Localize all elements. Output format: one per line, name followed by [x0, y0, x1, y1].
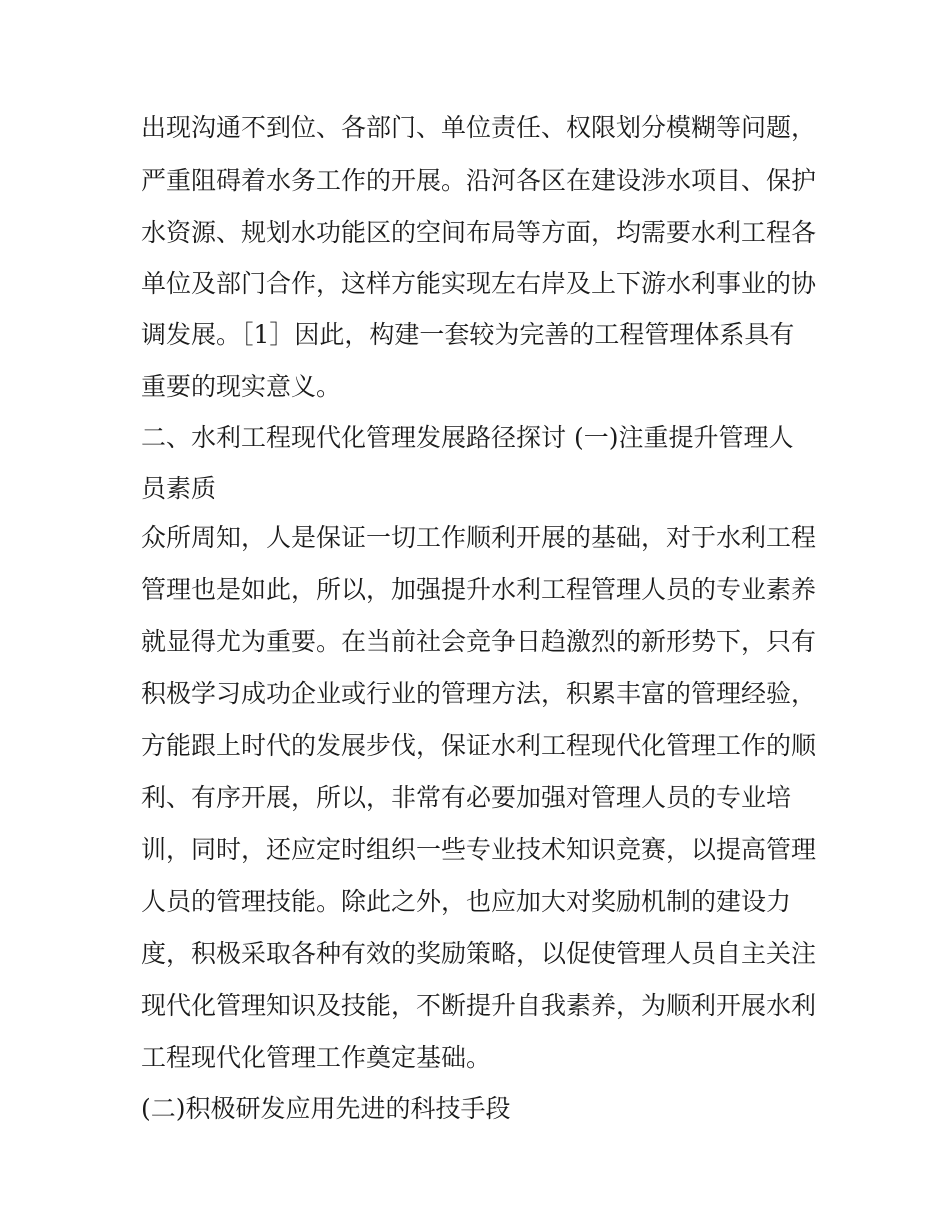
paragraph-line: 就显得尤为重要。在当前社会竞争日趋激烈的新形势下，只有: [141, 627, 817, 656]
paragraph-line: 人员的管理技能。除此之外，也应加大对奖励机制的建设力: [141, 887, 792, 916]
paragraph-line: 积极学习成功企业或行业的管理方法，积累丰富的管理经验，: [141, 679, 817, 708]
paragraph-line: 度，积极采取各种有效的奖励策略，以促使管理人员自主关注: [141, 939, 817, 968]
section-heading-line: 员素质: [141, 474, 217, 503]
paragraph-line: 调发展。［1］因此，构建一套较为完善的工程管理体系具有: [141, 320, 795, 349]
paragraph-line: 重要的现实意义。: [141, 372, 342, 401]
paragraph-line: 方能跟上时代的发展步伐，保证水利工程现代化管理工作的顺: [141, 731, 817, 760]
paragraph-line: 训，同时，还应定时组织一些专业技术知识竞赛，以提高管理: [141, 835, 817, 864]
subsection-heading-line: (二)积极研发应用先进的科技手段: [141, 1094, 511, 1123]
paragraph-line: 利、有序开展，所以，非常有必要加强对管理人员的专业培: [141, 783, 792, 812]
paragraph-line: 严重阻碍着水务工作的开展。沿河各区在建设涉水项目、保护: [141, 166, 817, 195]
paragraph-line: 单位及部门合作，这样方能实现左右岸及上下游水利事业的协: [141, 269, 817, 298]
section-heading-line: 二、水利工程现代化管理发展路径探讨 (一)注重提升管理人: [141, 423, 794, 452]
paragraph-line: 现代化管理知识及技能，不断提升自我素养，为顺利开展水利: [141, 991, 817, 1020]
paragraph-line: 出现沟通不到位、各部门、单位责任、权限划分模糊等问题，: [141, 113, 817, 142]
paragraph-line: 众所周知，人是保证一切工作顺利开展的基础，对于水利工程: [141, 523, 817, 552]
paragraph-line: 工程现代化管理工作奠定基础。: [141, 1043, 492, 1072]
paragraph-line: 水资源、规划水功能区的空间布局等方面，均需要水利工程各: [141, 218, 817, 247]
paragraph-line: 管理也是如此，所以，加强提升水利工程管理人员的专业素养: [141, 575, 817, 604]
